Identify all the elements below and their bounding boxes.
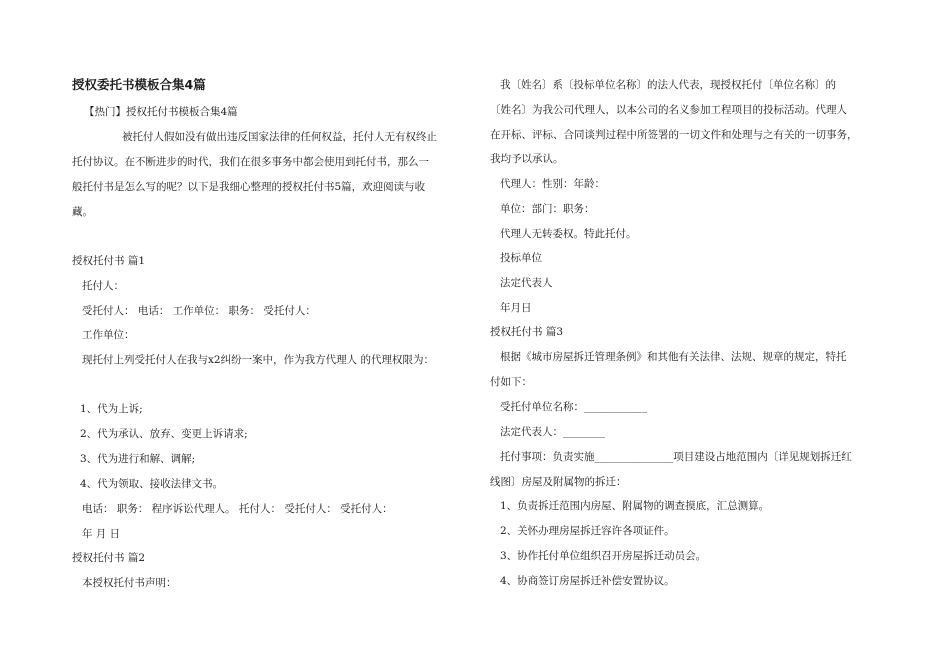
- list-item: 1、负责拆迁范围内房屋、附属物的调查摸底，汇总测算。: [500, 500, 770, 512]
- paragraph-line: 〔姓名〕为我公司代理人，以本公司的名义参加工程项目的投标活动。代理人: [490, 104, 847, 116]
- list-item: 3、代为进行和解、调解;: [80, 453, 196, 465]
- paragraph-line: 我均予以承认。: [490, 153, 564, 165]
- paragraph-line: 付如下：: [490, 376, 532, 388]
- paragraph-line: 电话： 职务： 程序诉讼代理人。 托付人： 受托付人： 受托付人：: [82, 503, 393, 515]
- paragraph-line: 被托付人假如没有做出违反国家法律的任何权益，托付人无有权终止: [122, 131, 437, 143]
- form-field-line: 法定代表人：________: [500, 426, 605, 438]
- paragraph-line: 工作单位：: [82, 329, 135, 341]
- paragraph-line: 现托付上列受托付人在我与x2纠纷一案中，作为我方代理人 的代理权限为：: [82, 354, 434, 366]
- form-field-line: 受托付单位名称：____________: [500, 401, 647, 413]
- paragraph-line: 单位：部门：职务：: [500, 203, 595, 215]
- date-line: 年月日: [500, 302, 532, 314]
- paragraph-line: 藏。: [72, 206, 93, 218]
- paragraph-line: 在开标、评标、合同谈判过程中所签署的一切文件和处理与之有关的一切事务，: [490, 129, 858, 141]
- section-heading: 授权托付书 篇2: [72, 552, 146, 564]
- paragraph-line: 本授权托付书声明：: [82, 577, 177, 589]
- paragraph-line: 我〔姓名〕系〔投标单位名称〕的法人代表，现授权托付〔单位名称〕的: [500, 79, 836, 91]
- list-item: 1、代为上诉;: [80, 403, 143, 415]
- paragraph-line: 法定代表人: [500, 277, 553, 289]
- subtitle-line: 【热门】授权托付书模板合集4篇: [84, 106, 238, 118]
- paragraph-line: 代理人无转委权。特此托付。: [500, 228, 637, 240]
- section-heading: 授权托付书 篇3: [490, 326, 564, 338]
- paragraph-line: 代理人：性别：年龄：: [500, 178, 605, 190]
- section-heading: 授权托付书 篇1: [72, 255, 146, 267]
- list-item: 4、协商签订房屋拆迁补偿安置协议。: [500, 575, 675, 587]
- paragraph-line: 托付事项：负责实施_______________项目建设占地范围内〔详见规划拆迁红: [500, 451, 852, 463]
- list-item: 2、代为承认、放弃、变更上诉请求;: [80, 428, 248, 440]
- date-line: 年 月 日: [82, 528, 121, 540]
- paragraph-line: 投标单位: [500, 252, 542, 264]
- list-item: 3、协作托付单位组织召开房屋拆迁动员会。: [500, 550, 707, 562]
- paragraph-line: 般托付书是怎么写的呢？以下是我细心整理的授权托付书5篇，欢迎阅读与收: [72, 181, 426, 193]
- paragraph-line: 托付协议。在不断进步的时代，我们在很多事务中都会使用到托付书，那么一: [72, 156, 429, 168]
- paragraph-line: 线图〕房屋及附属物的拆迁：: [490, 476, 627, 488]
- list-item: 2、关怀办理房屋拆迁容许各项证件。: [500, 525, 675, 537]
- paragraph-line: 托付人：: [82, 280, 124, 292]
- list-item: 4、代为领取、接收法律文书。: [80, 478, 224, 490]
- document-title: 授权委托书模板合集4篇: [72, 77, 206, 92]
- paragraph-line: 受托付人： 电话： 工作单位： 职务： 受托付人：: [82, 305, 316, 317]
- paragraph-line: 根据《城市房屋拆迁管理条例》和其他有关法律、法规、规章的规定，特托: [500, 351, 847, 363]
